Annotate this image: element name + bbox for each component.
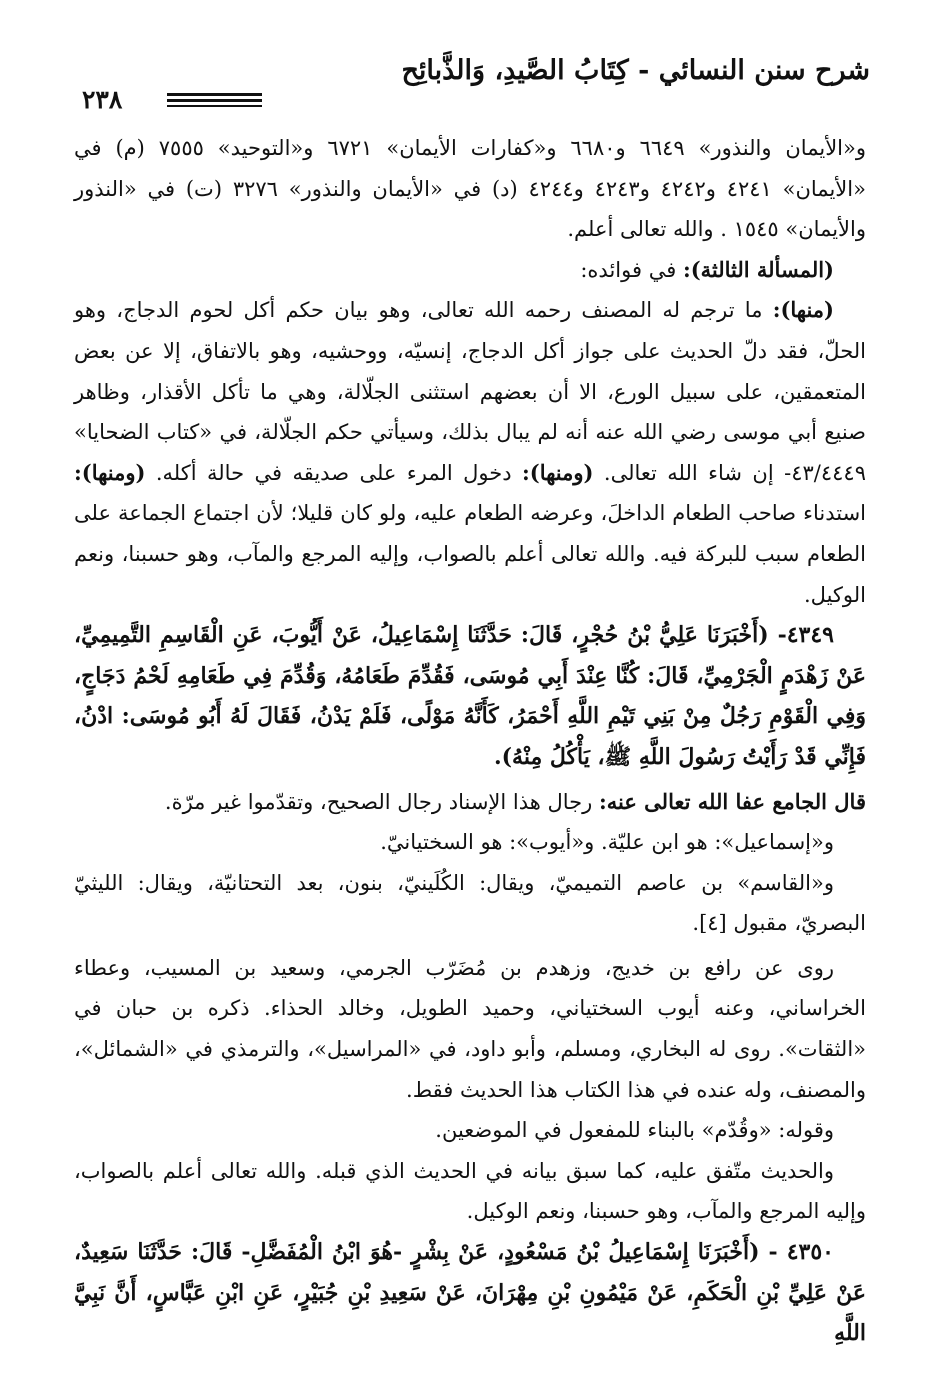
commentary-text: رجال هذا الإسناد رجال الصحيح، وتقدّموا غير مرّة. xyxy=(164,789,593,814)
benefit-text: استدناء صاحب الطعام الداخلَ، وعرضه الطعام عليه، ولو كان قليلا؛ لأن اجتماع الجماعة على الطعام سبب للبركة فيه. والله تعالى أعلم بالصواب، وإليه المرجع والمآب، وهو حسبنا، ونعم الوكيل. xyxy=(74,501,866,607)
benefit-text: ما ترجم له المصنف رحمه الله تعالى، وهو بيان حكم أكل لحوم الدجاج، وهو الحلّ، فقد دلّ الحديث على جواز أكل الدجاج، إنسيّه، ووحشيه، وهو بالاتفاق، إلا عن بعض المتعمقين، على سبيل الورع، الا أن بعضهم استثنى الجلّالة، وهي ما تأكل الأقذار، وظاهر صنيع أبي موسى رضي الله عنه أنه لم يبال بذلك، وسيأتي حكم الجلّالة، في «كتاب الضحايا» ٤٣/٤٤٤٩- إن شاء الله تعالى. xyxy=(74,298,866,485)
narrator-note: و«القاسم» بن عاصم التميميّ، ويقال: الكُلَينيّ، بنون، بعد التحتانيّة، ويقال: الليثيّ البصريّ، مقبول [٤]. xyxy=(74,870,866,936)
page-number: ٢٣٨ xyxy=(82,85,123,114)
benefits-paragraph xyxy=(74,290,866,615)
running-title: شرح سنن النسائي - كِتَابُ الصَّيدِ، وَالذَّبائِح xyxy=(401,55,870,86)
commentary-paragraph xyxy=(74,782,866,823)
benefit-text: دخول المرء على صديقه في حالة أكله. xyxy=(155,460,512,485)
section-text: في فوائده: xyxy=(580,257,677,282)
hadith-4350: ٤٣٥٠ - (أَخْبَرَنَا إِسْمَاعِيلُ بْنُ مَسْعُودٍ، عَنْ بِشْرٍ -هُوَ ابْنُ الْمُفَضَّلِ- قَالَ: حَدَّثَنَا سَعِيدٌ، عَنْ عَلِيِّ بْنِ الْحَكَمِ، عَنْ مَيْمُونِ بْنِ مِهْرَانَ، عَنْ سَعِيدِ بْنِ جُبَيْرٍ، عَنِ ابْنِ عَبَّاسٍ، أَنَّ نَبِيَّ اللَّهِ xyxy=(74,1239,866,1347)
page-header xyxy=(82,55,870,115)
narrator-biography: روى عن رافع بن خديج، وزهدم بن مُضَرّب الجرمي، وسعيد بن المسيب، وعطاء الخراساني، وعنه أيوب السختياني، وحميد الطويل، وخالد الحذاء. ذكره بن حبان في «الثقات». روى له البخاري، ومسلم، وأبو داود، في «المراسيل»، والترمذي في «الشمائل»، والمصنف، وله عنده في هذا الكتاب هذا الحديث فقط. xyxy=(74,955,866,1102)
benefit-label: (ومنها): xyxy=(522,459,594,485)
header-rule xyxy=(167,99,262,102)
page-body xyxy=(74,128,866,1354)
page-number-group xyxy=(82,85,262,115)
commentator-label: قال الجامع عفا الله تعالى عنه: xyxy=(598,788,866,814)
citation-paragraph: و«الأيمان والنذور» ٦٦٤٩ و٦٦٨٠ و«كفارات الأيمان» ٦٧٢١ و«التوحيد» ٧٥٥٥ (م) في «الأيمان» ٤٢٤١ و٤٢٤٢ و٤٢٤٣ و٤٢٤٤ (د) في «الأيمان والنذور» ٣٢٧٦ (ت) في «النذور والأيمان» ١٥٤٥ . والله تعالى أعلم. xyxy=(74,136,866,242)
benefit-label: (منها): xyxy=(772,297,834,323)
section-label: (المسألة الثالثة): xyxy=(682,256,834,282)
wording-note: وقوله: «وقُدّم» بالبناء للمفعول في الموضعين. xyxy=(435,1118,834,1143)
header-rule xyxy=(167,105,262,107)
hadith-4349: ٤٣٤٩- (أَخْبَرَنَا عَلِيُّ بْنُ حُجْرٍ، قَالَ: حَدَّثَنَا إِسْمَاعِيلُ، عَنْ أَيُّوبَ، عَنِ الْقَاسِمِ التَّمِيمِيِّ، عَنْ زَهْدَمٍ الْجَرْمِيِّ، قَالَ: كُنَّا عِنْدَ أَبِي مُوسَى، فَقُدِّمَ طَعَامُهُ، وَقُدِّمَ فِي طَعَامِهِ لَحْمُ دَجَاجٍ، وَفِي الْقَوْمِ رَجُلٌ مِنْ بَنِي تَيْمِ اللَّهِ أَحْمَرُ، كَأَنَّهُ مَوْلًى، فَلَمْ يَدْنُ، فَقَالَ لَهُ أَبُو مُوسَى: ادْنُ، فَإِنِّي قَدْ رَأَيْتُ رَسُولَ اللَّهِ ﷺ، يَأْكُلُ مِنْهُ). xyxy=(74,622,866,770)
header-rule xyxy=(167,93,262,96)
benefit-label: (ومنها): xyxy=(74,459,146,485)
closing-paragraph: والحديث متّفق عليه، كما سبق بيانه في الحديث الذي قبله. والله تعالى أعلم بالصواب، وإليه المرجع والمآب، وهو حسبنا، ونعم الوكيل. xyxy=(74,1158,866,1224)
section-heading xyxy=(74,250,866,291)
narrator-note: و«إسماعيل»: هو ابن عليّة. و«أيوب»: هو السختيانيّ. xyxy=(380,830,834,855)
